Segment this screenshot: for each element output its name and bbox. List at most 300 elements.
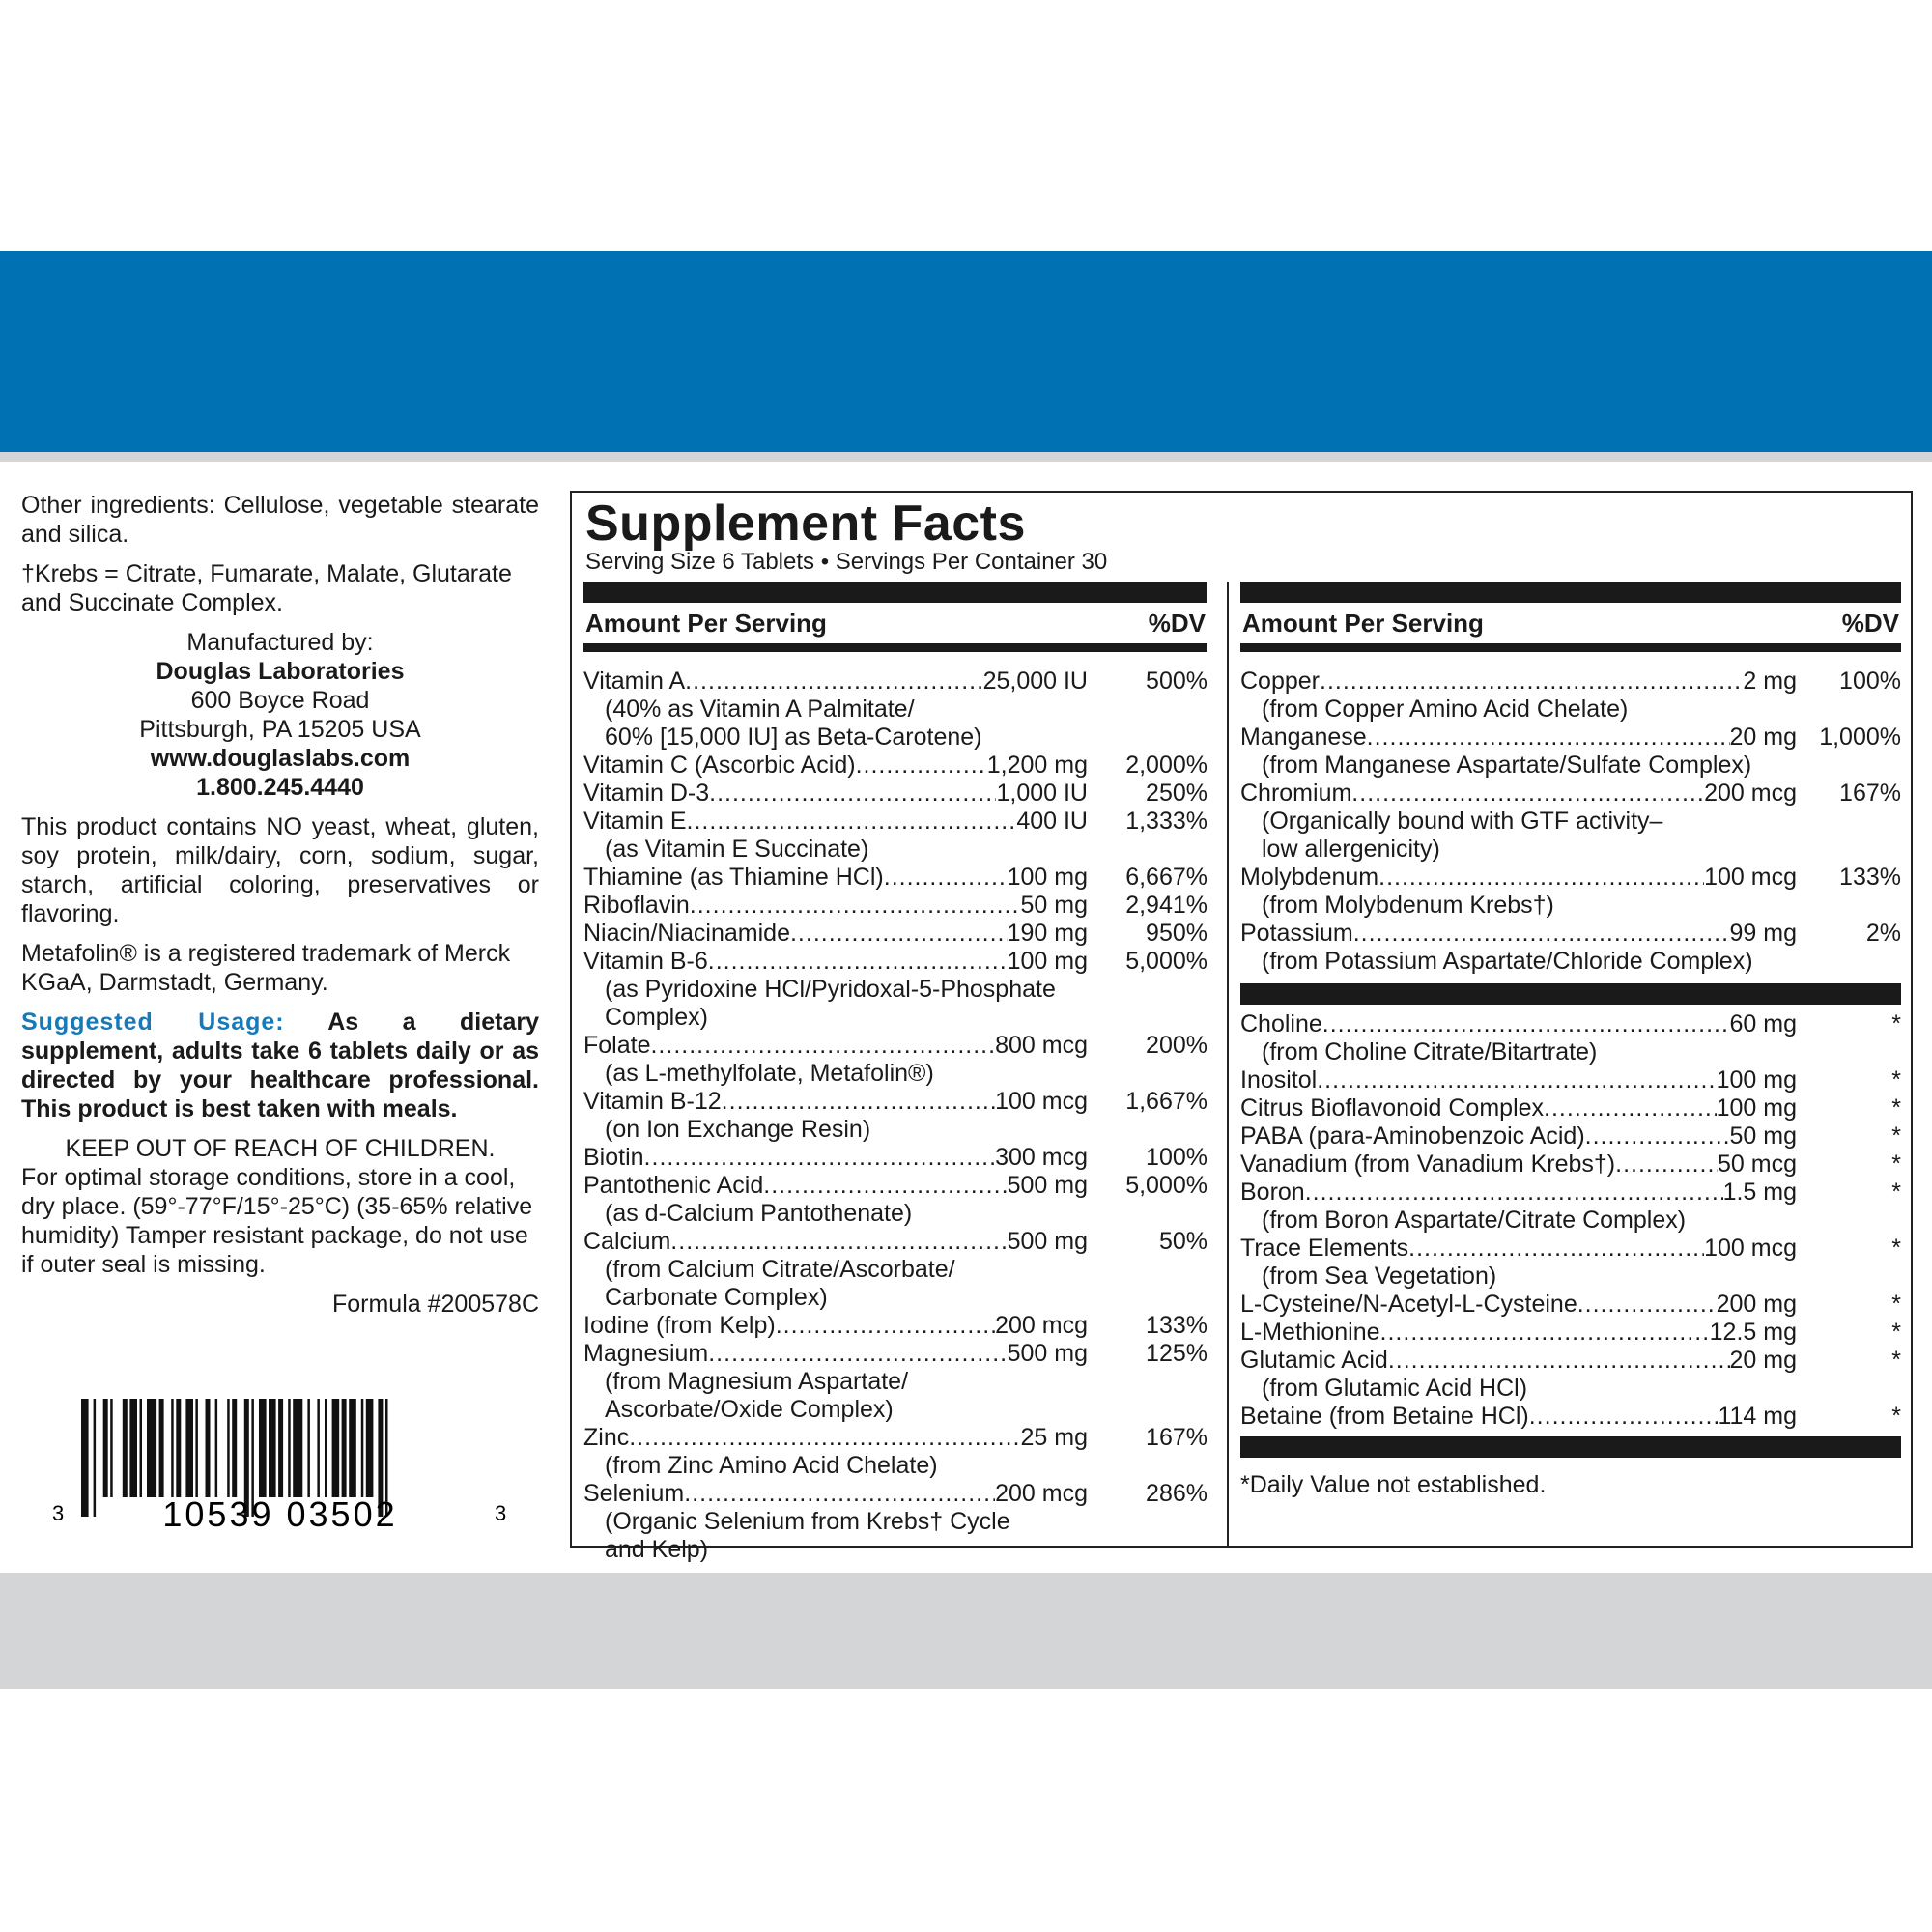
leader-dots [1305,1179,1723,1207]
nutrient-row [1240,1235,1901,1263]
nutrient-name: Trace Elements [1240,1235,1409,1262]
nutrient-name: Molybdenum [1240,864,1379,891]
nutrient-amount: 100 mg [1716,1066,1797,1094]
nutrient-name: Boron [1240,1179,1305,1206]
nutrient-name-amount [583,780,1088,808]
nutrient-list-left [583,668,1208,1564]
nutrient-name: Citrus Bioflavonoid Complex [1240,1094,1545,1122]
nutrient-dv: 133% [1146,1312,1208,1339]
nutrient-name-amount [583,1172,1088,1200]
nutrient-name-amount [583,1312,1088,1340]
leader-dots [650,1032,995,1060]
nutrient-source: (from Potassium Aspartate/Chloride Complex) [1262,948,1753,975]
nutrient-name-amount [1240,1319,1797,1347]
barcode-bar [317,1399,320,1497]
nutrient-amount: 50 mg [1020,892,1088,919]
nutrient-name: L-Cysteine/N-Acetyl-L-Cysteine [1240,1291,1577,1318]
nutrient-row [583,1172,1208,1200]
nutrient-name-amount [1240,1291,1797,1319]
nutrient-row [583,780,1208,808]
nutrient-name: Iodine (from Kelp) [583,1312,776,1339]
nutrient-name-amount [1240,780,1797,808]
nutrient-amount: 99 mg [1729,920,1797,947]
trademark-note: Metafolin® is a registered trademark of Merck KGaA, Darmstadt, Germany. [21,940,511,996]
nutrient-name: Niacin/Niacinamide [583,920,790,947]
leader-dots [708,948,1008,976]
nutrient-amount: 200 mg [1716,1291,1797,1318]
nutrient-source: (as Pyridoxine HCl/Pyridoxal-5-Phosphate [605,976,1056,1003]
nutrient-dv: 167% [1839,780,1901,807]
nutrient-dv: 2,000% [1125,752,1208,779]
barcode-bar [361,1399,364,1497]
nutrient-amount: 25 mg [1020,1424,1088,1451]
barcode-right-digit: 3 [495,1501,507,1525]
nutrient-amount: 20 mg [1729,724,1797,751]
formula-number: Formula #200578C [331,1291,539,1318]
manufacturer-website: www.douglaslabs.com [150,745,411,772]
header-bar [583,582,1208,603]
nutrient-source: (on Ion Exchange Resin) [605,1116,871,1143]
dv-header: %DV [1148,608,1206,638]
manufacturer-address2: Pittsburgh, PA 15205 USA [139,716,421,743]
nutrient-amount: 50 mcg [1718,1151,1797,1178]
keep-out-warning: KEEP OUT OF REACH OF CHILDREN. [65,1135,496,1162]
nutrient-name-amount [1240,920,1797,948]
upc-barcode [48,1399,512,1544]
nutrient-source: (as Vitamin E Succinate) [605,836,869,863]
nutrient-name: Calcium [583,1228,671,1255]
nutrient-amount: 500 mg [1007,1340,1088,1367]
leader-dots [1615,1151,1718,1179]
nutrient-amount: 1,200 mg [986,752,1088,779]
leader-dots [856,752,987,780]
barcode-bar [185,1399,193,1497]
nutrient-row [1240,1179,1901,1207]
usage-label: Suggested Usage: [21,1009,285,1036]
nutrient-name-amount [1240,668,1797,696]
header-rule [583,643,1208,652]
nutrient-dv: 5,000% [1125,948,1208,975]
nutrient-source: (from Choline Citrate/Bitartrate) [1262,1038,1598,1065]
amount-header: Amount Per Serving [585,608,827,638]
nutrient-name-amount [1240,724,1797,752]
nutrient-amount: 800 mcg [995,1032,1088,1059]
nutrient-list-right-a [1240,668,1901,976]
nutrient-amount: 1.5 mg [1722,1179,1797,1206]
nutrient-amount: 100 mg [1716,1094,1797,1122]
nutrient-dv: 1,333% [1125,808,1208,835]
nutrient-row [583,752,1208,780]
supplement-facts-panel [570,491,1913,1563]
barcode-bar [366,1399,374,1497]
nutrient-row [583,1032,1208,1060]
leader-dots [1322,1010,1730,1038]
nutrient-source: (from Manganese Aspartate/Sulfate Complex) [1262,752,1752,779]
nutrient-amount: 100 mg [1007,948,1088,975]
nutrient-source: (from Glutamic Acid HCl) [1262,1375,1528,1402]
nutrient-name-amount [1240,1122,1797,1151]
nutrient-dv: 1,000% [1819,724,1901,751]
nutrient-name-amount [1240,1094,1797,1122]
barcode-bar [123,1399,128,1497]
serving-info: Serving Size 6 Tablets • Servings Per Container 30 [585,549,1108,575]
barcode-bar [259,1399,267,1497]
grey-divider-band [0,452,1932,462]
barcode-bar [140,1399,143,1497]
barcode-bar [110,1399,113,1497]
leader-dots [685,668,982,696]
nutrient-amount: 114 mg [1718,1403,1797,1430]
barcode-bar [129,1399,137,1497]
nutrient-amount: 400 IU [1016,808,1088,835]
leader-dots [1378,864,1704,892]
nutrient-source: (as L-methylfolate, Metafolin®) [605,1060,934,1087]
nutrient-row [1240,1319,1901,1347]
barcode-bar [176,1399,181,1497]
column-header [1240,603,1901,643]
nutrient-row [1240,1094,1901,1122]
leader-dots [1388,1347,1730,1375]
leader-dots [790,920,1008,948]
column-header [583,603,1208,643]
nutrient-dv: 950% [1146,920,1208,947]
nutrient-amount: 200 mcg [995,1312,1088,1339]
nutrient-dv: * [1891,1094,1901,1122]
barcode-digits: 10539 03502 [162,1494,398,1534]
top-blue-band [0,251,1932,452]
nutrient-row [1240,1347,1901,1375]
nutrient-name-amount [583,1032,1088,1060]
nutrient-row [583,1480,1208,1508]
nutrient-name-amount [583,864,1088,892]
nutrient-source: (from Magnesium Aspartate/ [605,1368,909,1395]
nutrient-row [1240,1291,1901,1319]
nutrient-name: Manganese [1240,724,1367,751]
leader-dots [1529,1403,1719,1431]
nutrient-row [583,1424,1208,1452]
barcode-left-digit: 3 [52,1501,65,1525]
column-divider [1227,582,1229,1548]
nutrient-amount: 12.5 mg [1709,1319,1797,1346]
leader-dots [687,808,1017,836]
barcode-bar [159,1399,164,1497]
nutrient-source: Complex) [605,1004,708,1031]
barcode-bar [342,1399,347,1497]
section-bar [1240,1436,1901,1458]
nutrient-name-amount [583,808,1088,836]
dv-header: %DV [1841,608,1899,638]
nutrient-name-amount [583,1088,1088,1116]
barcode-bar [103,1399,108,1497]
nutrient-dv: * [1891,1122,1901,1150]
nutrient-source: (Organically bound with GTF activity– [1262,808,1663,835]
barcode-bar [94,1399,97,1517]
facts-title: Supplement Facts [585,496,1026,552]
nutrient-dv: 286% [1146,1480,1208,1507]
nutrient-name-amount [583,668,1088,696]
nutrient-source: and Kelp) [605,1536,709,1563]
barcode-bar [293,1399,302,1497]
nutrient-source: (from Calcium Citrate/Ascorbate/ [605,1256,955,1283]
nutrient-name: Vitamin B-6 [583,948,708,975]
nutrient-dv: 2,941% [1125,892,1208,919]
barcode-bar [171,1399,174,1497]
nutrient-name-amount [1240,1179,1797,1207]
nutrient-source: (from Molybdenum Krebs†) [1262,892,1554,919]
amount-header: Amount Per Serving [1242,608,1484,638]
nutrient-name: PABA (para-Aminobenzoic Acid) [1240,1122,1585,1150]
nutrient-amount: 500 mg [1007,1228,1088,1255]
nutrient-row [583,808,1208,836]
manufacturer-phone: 1.800.245.4440 [196,774,364,801]
barcode-bar [349,1399,356,1497]
leader-dots [1380,1319,1710,1347]
nutrient-row [1240,864,1901,892]
nutrient-name: Riboflavin [583,892,690,919]
barcode-bar [325,1399,327,1497]
header-rule [1240,643,1901,652]
nutrient-name: Vitamin D-3 [583,780,710,807]
barcode-bar [147,1399,156,1497]
nutrient-name: Glutamic Acid [1240,1347,1388,1374]
nutrient-name: Selenium [583,1480,685,1507]
leader-dots [763,1172,1007,1200]
leader-dots [1351,780,1704,808]
barcode-bar [227,1399,230,1497]
dv-footnote: *Daily Value not established. [1240,1471,1547,1498]
nutrient-dv: 133% [1839,864,1901,891]
nutrient-source: Carbonate Complex) [605,1284,828,1311]
nutrient-name-amount [1240,1235,1797,1263]
nutrient-amount: 20 mg [1729,1347,1797,1374]
nutrient-amount: 100 mcg [1704,1235,1797,1262]
nutrient-row [583,668,1208,696]
nutrient-dv: 5,000% [1125,1172,1208,1199]
nutrient-dv: * [1891,1291,1901,1318]
leader-dots [629,1424,1020,1452]
leader-dots [1544,1094,1717,1122]
barcode-bar [232,1399,237,1497]
nutrient-amount: 100 mg [1007,864,1088,891]
label-info-column [21,491,539,1319]
bottom-grey-band [0,1573,1932,1689]
nutrient-source: (40% as Vitamin A Palmitate/ [605,696,915,723]
nutrient-row [1240,1151,1901,1179]
nutrient-dv: 125% [1146,1340,1208,1367]
nutrient-amount: 300 mcg [995,1144,1088,1171]
nutrient-dv: 1,667% [1125,1088,1208,1115]
nutrient-name-amount [1240,1066,1797,1094]
nutrient-amount: 60 mg [1729,1010,1797,1037]
nutrient-row [583,864,1208,892]
nutrient-name: Choline [1240,1010,1322,1037]
nutrient-name: Thiamine (as Thiamine HCl) [583,864,884,891]
barcode-bar [332,1399,340,1497]
leader-dots [709,780,996,808]
nutrient-name: Magnesium [583,1340,709,1367]
leader-dots [1353,920,1730,948]
nutrient-dv: * [1891,1066,1901,1094]
leader-dots [670,1228,1007,1256]
nutrient-row [1240,1010,1901,1038]
nutrient-name: Vitamin C (Ascorbic Acid) [583,752,856,779]
facts-right-column [1240,582,1901,1499]
nutrient-name: Vitamin A [583,668,686,695]
barcode-bar [307,1399,310,1497]
nutrient-name-amount [583,1424,1088,1452]
nutrient-row [583,1144,1208,1172]
nutrient-amount: 100 mcg [1704,864,1797,891]
nutrient-name-amount [1240,1010,1797,1038]
barcode-bar [81,1399,89,1517]
nutrient-row [1240,724,1901,752]
nutrient-amount: 200 mcg [1704,780,1797,807]
nutrient-name-amount [583,1228,1088,1256]
leader-dots [884,864,1008,892]
facts-left-column [583,582,1208,1564]
nutrient-amount: 2 mg [1743,668,1797,695]
nutrient-name: Vanadium (from Vanadium Krebs†) [1240,1151,1616,1178]
nutrient-name: Pantothenic Acid [583,1172,764,1199]
nutrient-dv: 200% [1146,1032,1208,1059]
nutrient-name-amount [1240,1151,1797,1179]
section-bar [1240,983,1901,1005]
other-ingredients: Other ingredients: Cellulose, vegetable stearate and silica. [21,492,539,548]
suggested-usage [21,1008,539,1123]
nutrient-source: (from Zinc Amino Acid Chelate) [605,1452,938,1479]
nutrient-source: (as d-Calcium Pantothenate) [605,1200,913,1227]
nutrient-amount: 200 mcg [995,1480,1088,1507]
nutrient-row [1240,668,1901,696]
nutrient-name-amount [583,1480,1088,1508]
leader-dots [690,892,1021,920]
nutrient-row [583,948,1208,976]
nutrient-source: low allergenicity) [1262,836,1440,863]
nutrient-name: Zinc [583,1424,630,1451]
nutrient-name-amount [1240,1403,1797,1431]
nutrient-name-amount [583,1340,1088,1368]
nutrient-row [1240,780,1901,808]
nutrient-dv: * [1891,1010,1901,1037]
nutrient-row [583,892,1208,920]
nutrient-amount: 500 mg [1007,1172,1088,1199]
leader-dots [1408,1235,1704,1263]
nutrient-row [1240,1403,1901,1431]
nutrient-list-right-b [1240,1010,1901,1431]
nutrient-name: Vitamin B-12 [583,1088,722,1115]
leader-dots [1317,1066,1716,1094]
nutrient-row [1240,920,1901,948]
nutrient-dv: * [1891,1235,1901,1262]
nutrient-source: (from Boron Aspartate/Citrate Complex) [1262,1207,1687,1234]
nutrient-name: Inositol [1240,1066,1318,1094]
leader-dots [1585,1122,1730,1151]
nutrient-source: Ascorbate/Oxide Complex) [605,1396,894,1423]
nutrient-name: Biotin [583,1144,644,1171]
nutrient-name: Potassium [1240,920,1353,947]
nutrient-name: Folate [583,1032,651,1059]
barcode-bar [195,1399,198,1497]
leader-dots [1367,724,1730,752]
nutrient-name-amount [583,948,1088,976]
nutrient-source: 60% [15,000 IU] as Beta-Carotene) [605,724,982,751]
nutrient-row [1240,1122,1901,1151]
nutrient-amount: 190 mg [1007,920,1088,947]
nutrient-dv: 2% [1865,920,1901,947]
nutrient-dv: * [1891,1403,1901,1430]
manufacturer-block [21,628,539,802]
leader-dots [1320,668,1743,696]
nutrient-dv: * [1891,1319,1901,1346]
nutrient-name: Chromium [1240,780,1352,807]
nutrient-name-amount [583,1144,1088,1172]
nutrient-amount: 100 mcg [995,1088,1088,1115]
allergen-note: This product contains NO yeast, wheat, gluten, soy protein, milk/dairy, corn, sodium, sugar, starch, artificial coloring, preservatives or flavoring. [21,813,539,927]
barcode-bar [269,1399,276,1497]
nutrient-dv: 50% [1158,1228,1208,1255]
nutrient-amount: 1,000 IU [996,780,1088,807]
nutrient-row [583,1228,1208,1256]
leader-dots [722,1088,995,1116]
nutrient-dv: * [1891,1347,1901,1374]
nutrient-dv: 100% [1839,668,1901,695]
nutrient-dv: 250% [1146,780,1208,807]
nutrient-dv: 6,667% [1125,864,1208,891]
usage-text: As a dietary supplement, adults take 6 tablets daily or as directed by your healthcare professional. This product is best taken with meals. [21,1009,539,1122]
header-bar [1240,582,1901,603]
storage-note: For optimal storage conditions, store in a cool, dry place. (59°-77°F/15°-25°C) (35-65% relative humidity) Tamper resistant package, do not use if outer seal is missing. [21,1164,533,1278]
manufacturer-name: Douglas Laboratories [156,658,405,685]
nutrient-name-amount [1240,1347,1797,1375]
leader-dots [1577,1291,1717,1319]
nutrient-amount: 50 mg [1729,1122,1797,1150]
nutrient-dv: 500% [1146,668,1208,695]
nutrient-source: (from Copper Amino Acid Chelate) [1262,696,1629,723]
nutrient-name: Vitamin E [583,808,687,835]
nutrient-name: L-Methionine [1240,1319,1380,1346]
leader-dots [644,1144,996,1172]
nutrient-row [583,1312,1208,1340]
nutrient-dv: * [1891,1151,1901,1178]
nutrient-row [583,920,1208,948]
nutrient-source: (from Sea Vegetation) [1262,1263,1497,1290]
nutrient-dv: 100% [1146,1144,1208,1171]
nutrient-name: Copper [1240,668,1320,695]
barcode-bar [206,1399,211,1497]
nutrient-row [583,1088,1208,1116]
barcode-bar [288,1399,291,1497]
manufacturer-label: Manufactured by: [186,629,374,656]
manufacturer-address1: 600 Boyce Road [190,687,370,714]
barcode-bar [278,1399,283,1497]
nutrient-name-amount [583,752,1088,780]
nutrient-dv: 167% [1146,1424,1208,1451]
leader-dots [708,1340,1007,1368]
barcode-bar [215,1399,218,1497]
krebs-note: †Krebs = Citrate, Fumarate, Malate, Glutarate and Succinate Complex. [21,560,512,616]
nutrient-name: Betaine (from Betaine HCl) [1240,1403,1529,1430]
nutrient-row [583,1340,1208,1368]
nutrient-row [1240,1066,1901,1094]
leader-dots [776,1312,995,1340]
nutrient-name-amount [583,920,1088,948]
nutrient-name-amount [1240,864,1797,892]
nutrient-dv: * [1891,1179,1901,1206]
nutrient-name-amount [583,892,1088,920]
leader-dots [684,1480,995,1508]
nutrient-amount: 25,000 IU [982,668,1088,695]
nutrient-source: (Organic Selenium from Krebs† Cycle [605,1508,1010,1535]
